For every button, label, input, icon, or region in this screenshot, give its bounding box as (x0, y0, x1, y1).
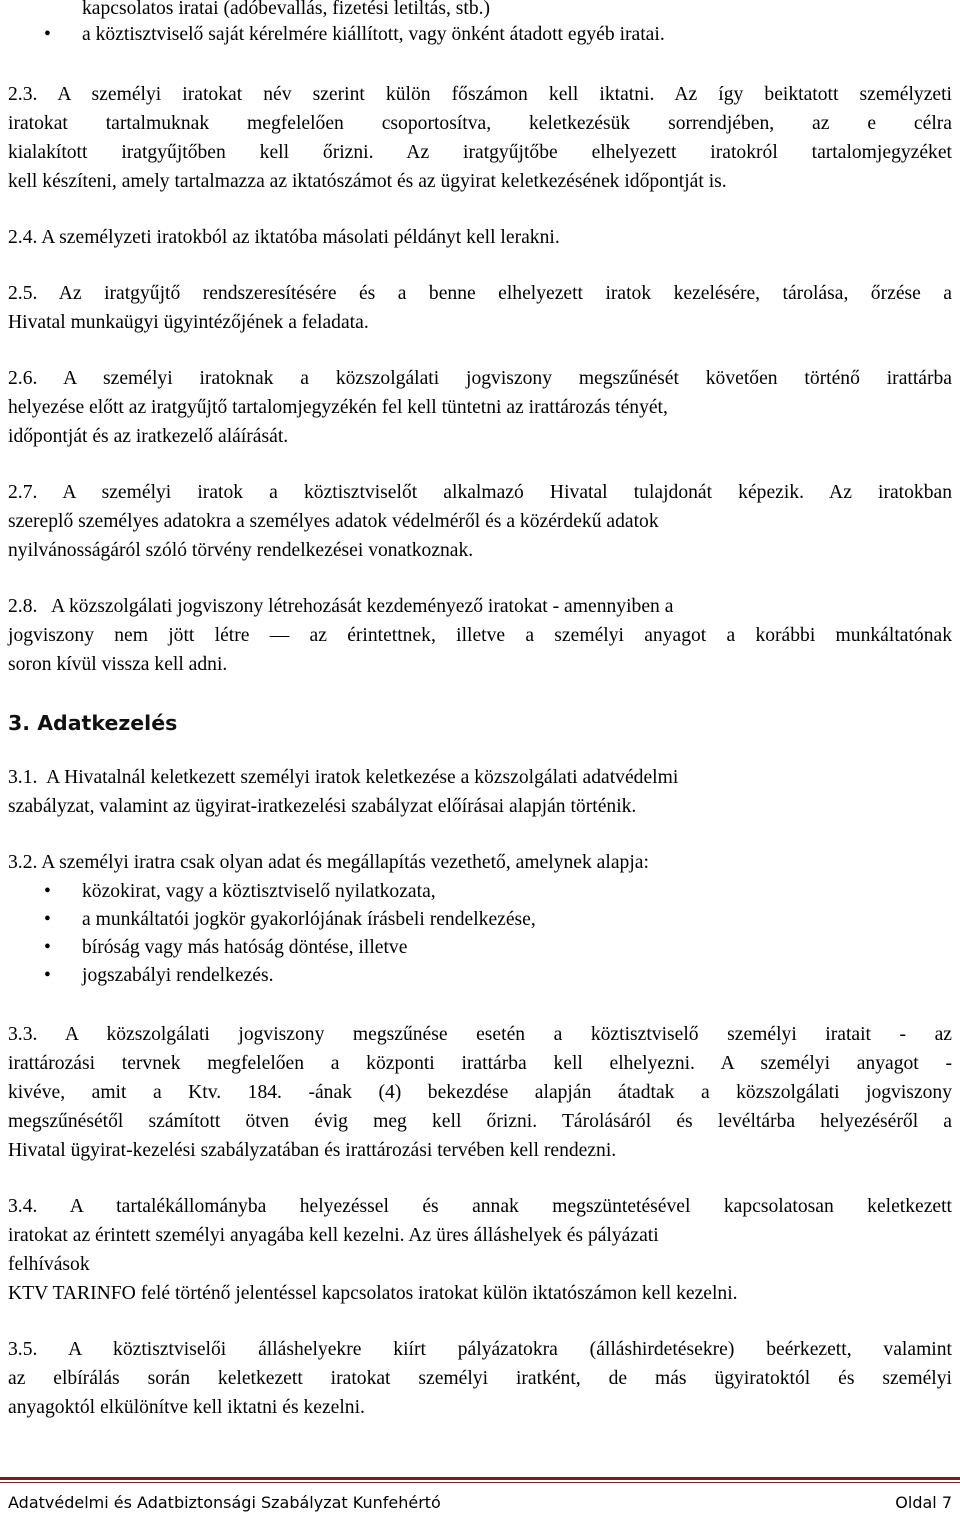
paragraph-2-5-line: Hivatal munkaügyi ügyintézőjének a feladata. (8, 312, 369, 333)
paragraph-3-4-line: 3.4. A tartalékállományba helyezéssel és annak megszüntetésével kapcsolatosan keletkezett (8, 1196, 952, 1217)
paragraph-3-2-line: 3.2. A személyi iratra csak olyan adat és megállapítás vezethető, amelynek alapja: (8, 852, 649, 873)
paragraph-3-5-line: 3.5. A köztisztviselői álláshelyekre kiírt pályázatokra (álláshirdetésekre) beérkezett, valamint (8, 1339, 952, 1360)
paragraph-2-5-line: 2.5. Az iratgyűjtő rendszeresítésére és a benne elhelyezett iratok kezelésére, tárolása, őrzése a (8, 283, 952, 304)
paragraph-3-4-line: KTV TARINFO felé történő jelentéssel kapcsolatos iratokat külön iktatószámon kell kezelni. (8, 1283, 738, 1304)
page-number: Oldal 7 (895, 1493, 952, 1512)
paragraph-2-8-line: jogviszony nem jött létre — az érintettnek, illetve a személyi anyagot a korábbi munkáltatónak (8, 625, 952, 646)
bullet-icon: • (44, 965, 51, 986)
paragraph-3-3-line: irattározási tervnek megfelelően a központi irattárba kell elhelyezni. A személyi anyagot - (8, 1053, 952, 1074)
paragraph-3-3-line: kivéve, amit a Ktv. 184. -ának (4) bekezdése alapján átadtak a közszolgálati jogviszony (8, 1082, 952, 1103)
paragraph-2-8-line: soron kívül vissza kell adni. (8, 654, 228, 675)
paragraph-2-3-line: iratokat tartalmuknak megfelelően csoportosítva, keletkezésük sorrendjében, az e célra (8, 113, 952, 134)
bullet-text: jogszabályi rendelkezés. (82, 965, 274, 986)
bullet-text: a köztisztviselő saját kérelmére kiállított, vagy önként átadott egyéb iratai. (82, 24, 665, 45)
paragraph-2-3-line: kell készíteni, amely tartalmazza az iktatószámot és az ügyirat keletkezésének időpontját is. (8, 171, 727, 192)
paragraph-2-7-line: 2.7. A személyi iratok a köztisztviselőt alkalmazó Hivatal tulajdonát képezik. Az iratokban (8, 482, 952, 503)
bullet-icon: • (44, 937, 51, 958)
paragraph-2-6-line: helyezése előtt az iratgyűjtő tartalomjegyzékén fel kell tüntetni az irattározás tényét, (8, 397, 668, 418)
paragraph-3-5-line: az elbírálás során keletkezett iratokat személyi iratként, de más ügyiratoktól és személyi (8, 1368, 952, 1389)
bullet-icon: • (44, 24, 51, 45)
paragraph-2-7-line: nyilvánosságáról szóló törvény rendelkezései vonatkoznak. (8, 540, 474, 561)
paragraph-3-4-line: iratokat az érintett személyi anyagába kell kezelni. Az üres álláshelyek és pályázati (8, 1225, 659, 1246)
bullet-text: kapcsolatos iratai (adóbevallás, fizetési letiltás, stb.) (82, 0, 491, 19)
paragraph-2-4-line: 2.4. A személyzeti iratokból az iktatóba másolati példányt kell lerakni. (8, 227, 560, 248)
footer-title: Adatvédelmi és Adatbiztonsági Szabályzat Kunfehértó (8, 1493, 441, 1512)
paragraph-3-4-line: felhívások (8, 1254, 90, 1275)
paragraph-2-6-line: 2.6. A személyi iratoknak a közszolgálati jogviszony megszűnését követően történő irattárba (8, 368, 952, 389)
paragraph-3-5-line: anyagoktól elkülönítve kell iktatni és kezelni. (8, 1397, 365, 1418)
footer-rule (0, 1477, 960, 1480)
paragraph-3-1-line: 3.1. A Hivatalnál keletkezett személyi iratok keletkezése a közszolgálati adatvédelmi (8, 767, 679, 788)
bullet-text: a munkáltatói jogkör gyakorlójának írásbeli rendelkezése, (82, 909, 536, 930)
paragraph-2-6-line: időpontját és az iratkezelő aláírását. (8, 426, 289, 447)
paragraph-2-3-line: kialakított iratgyűjtőben kell őrizni. Az iratgyűjtőbe elhelyezett iratokról tartalomjegyzéket (8, 142, 952, 163)
section-heading: 3. Adatkezelés (8, 711, 178, 735)
paragraph-3-3-line: megszűnésétől számított ötven évig meg kell őrizni. Tárolásáról és levéltárba helyezéséről a (8, 1111, 952, 1132)
bullet-text: bíróság vagy más hatóság döntése, illetve (82, 937, 408, 958)
bullet-icon: • (44, 881, 51, 902)
footer-rule-thin (0, 1482, 960, 1483)
paragraph-2-7-line: szereplő személyes adatokra a személyes adatok védelméről és a közérdekű adatok (8, 511, 659, 532)
paragraph-2-3-line: 2.3. A személyi iratokat név szerint külön főszámon kell iktatni. Az így beiktatott személyzeti (8, 84, 952, 105)
bullet-text: közokirat, vagy a köztisztviselő nyilatkozata, (82, 881, 436, 902)
paragraph-3-3-line: Hivatal ügyirat-kezelési szabályzatában és irattározási tervében kell rendezni. (8, 1140, 617, 1161)
paragraph-2-8-line: 2.8. A közszolgálati jogviszony létrehozását kezdeményező iratokat - amennyiben a (8, 596, 674, 617)
paragraph-3-1-line: szabályzat, valamint az ügyirat-iratkezelési szabályzat előírásai alapján történik. (8, 796, 637, 817)
paragraph-3-3-line: 3.3. A közszolgálati jogviszony megszűnése esetén a köztisztviselő személyi iratait - az (8, 1024, 952, 1045)
bullet-icon: • (44, 909, 51, 930)
